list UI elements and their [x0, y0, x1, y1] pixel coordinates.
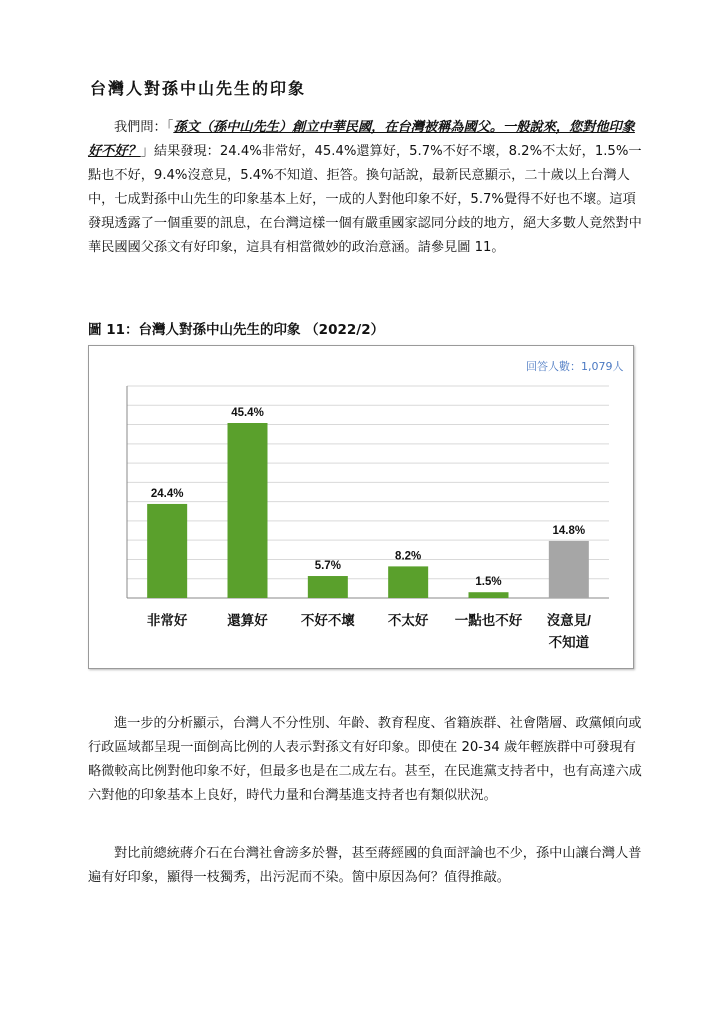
- article-heading: 台灣人對孫中山先生的印象: [90, 79, 307, 98]
- bar: [469, 592, 509, 598]
- bar-chart: [89, 346, 633, 668]
- data-label: 14.8%: [552, 524, 586, 537]
- bar: [549, 541, 589, 598]
- conclusion-paragraph: 對比前總統蔣介石在台灣社會謗多於譽，甚至蔣經國的負面評論也不少，孫中山讓台灣人普遍有好印象，顯得一枝獨秀，出污泥而不染。箇中原因為何？值得推敲。: [88, 846, 642, 885]
- survey-question: 孫文（孫中山先生）創立中華民國，在台灣被稱為國父。一般說來，您對他印象好不好？: [88, 120, 635, 159]
- data-label: 1.5%: [475, 576, 502, 589]
- category-label: 不太好: [387, 613, 429, 628]
- category-label: 沒意見/: [546, 613, 591, 628]
- intro-lead: 我們問：「: [114, 120, 174, 135]
- bar: [308, 576, 348, 598]
- respondents-note: 回答人數：1,079人: [526, 360, 624, 373]
- data-label: 24.4%: [150, 487, 184, 500]
- bar: [147, 504, 187, 598]
- category-label: 非常好: [146, 613, 188, 628]
- bar: [388, 566, 428, 598]
- figure-caption: 圖 11：台灣人對孫中山先生的印象 （2022/2）: [88, 322, 385, 338]
- category-label: 不知道: [548, 635, 590, 650]
- chart-frame: [88, 345, 634, 669]
- intro-paragraph: [88, 116, 648, 260]
- category-label: 一點也不好: [454, 613, 523, 628]
- category-label: 還算好: [227, 613, 268, 628]
- data-label: 45.4%: [231, 407, 264, 420]
- intro-body: 」結果發現：24.4%非常好，45.4%還算好，5.7%不好不壞，8.2%不太好，1.5%一點也不好，9.4%沒意見，5.4%不知道、拒答。換句話說，最新民意顯示，二十歲以上台灣人中，七成對孫中山先生的印象基本上好，一成的人對他印象不好，5.7%覺得不好也不壞。這項發現透露了一個重要的訊息，在台灣這樣一個有嚴重國家認同分歧的地方，絕大多數人竟然對中華民國國父孫文有好印象，這具有相當微妙的政治意涵。請參見圖 11。: [88, 144, 642, 255]
- category-label: 不好不壞: [300, 613, 355, 628]
- data-label: 5.7%: [314, 560, 341, 573]
- bar: [228, 423, 268, 598]
- analysis-paragraph: 進一步的分析顯示，台灣人不分性別、年齡、教育程度、省籍族群、社會階層、政黨傾向或行政區域都呈現一面倒高比例的人表示對孫文有好印象。即使在 20-34 歲年輕族群中可發現有略微較高比例對他印象不好，但最多也是在二成左右。甚至，在民進黨支持者中，也有高達六成六對他的印象基本上良好，時代力量和台灣基進支持者也有類似狀況。: [88, 716, 642, 803]
- data-label: 8.2%: [395, 550, 422, 563]
